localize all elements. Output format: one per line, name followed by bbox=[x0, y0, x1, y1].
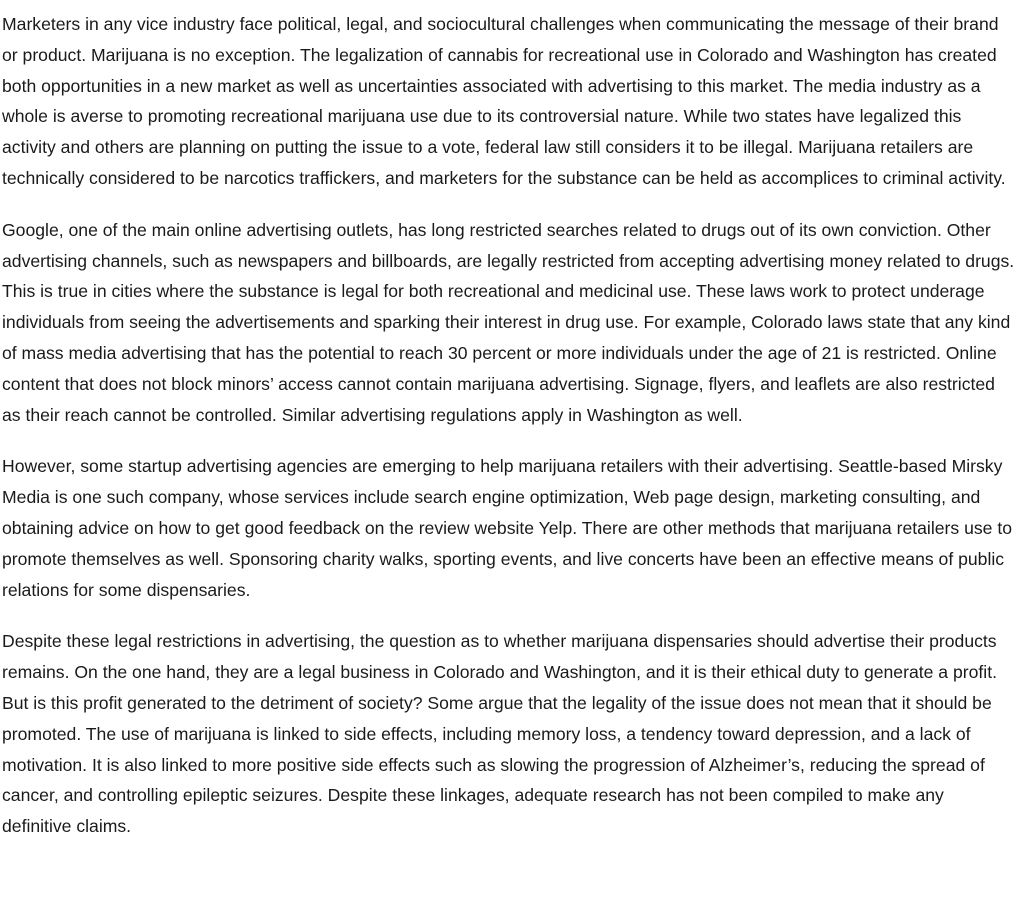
paragraph-4: Despite these legal restrictions in advertising, the question as to whether marijuana dispensaries should advertise their products remains. On the one hand, they are a legal business in Colorado and Washington, and it is their ethical duty to generate a profit. But is this profit generated to the detriment of society? Some argue that the legality of the issue does not mean that it should be promoted. The use of marijuana is linked to side effects, including memory loss, a tendency toward depression, and a lack of motivation. It is also linked to more positive side effects such as slowing the progression of Alzheimer’s, reducing the spread of cancer, and controlling epileptic seizures. Despite these linkages, adequate research has not been compiled to make any definitive claims. bbox=[2, 631, 997, 837]
paragraph-2: Google, one of the main online advertising outlets, has long restricted searches related to drugs out of its own conviction. Other advertising channels, such as newspapers and billboards, are legally restricted from accepting advertising money related to drugs. This is true in cities where the substance is legal for both recreational and medicinal use. These laws work to protect underage individuals from seeing the advertisements and sparking their interest in drug use. For example, Colorado laws state that any kind of mass media advertising that has the potential to reach 30 percent or more individuals under the age of 21 is restricted. Online content that does not block minors’ access cannot contain marijuana advertising. Signage, flyers, and leaflets are also restricted as their reach cannot be controlled. Similar advertising regulations apply in Washington as well. bbox=[2, 219, 1015, 425]
paragraph-3: However, some startup advertising agencies are emerging to help marijuana retailers with their advertising. Seattle-based Mirsky Media is one such company, whose services include search engine optimization, Web page design, marketing consulting, and obtaining advice on how to get good feedback on the review website Yelp. There are other methods that marijuana retailers use to promote themselves as well. Sponsoring charity walks, sporting events, and live concerts have been an effective means of public relations for some dispensaries. bbox=[2, 456, 1012, 600]
paragraph-1: Marketers in any vice industry face political, legal, and sociocultural challenges when communicating the message of their brand or product. Marijuana is no exception. The legalization of cannabis for recreational use in Colorado and Washington has created both opportunities in a new market as well as uncertainties associated with advertising to this market. The media industry as a whole is averse to promoting recreational marijuana use due to its controversial nature. While two states have legalized this activity and others are planning on putting the issue to a vote, federal law still considers it to be illegal. Marijuana retailers are technically considered to be narcotics traffickers, and marketers for the substance can be held as accomplices to criminal activity. bbox=[2, 14, 1006, 188]
